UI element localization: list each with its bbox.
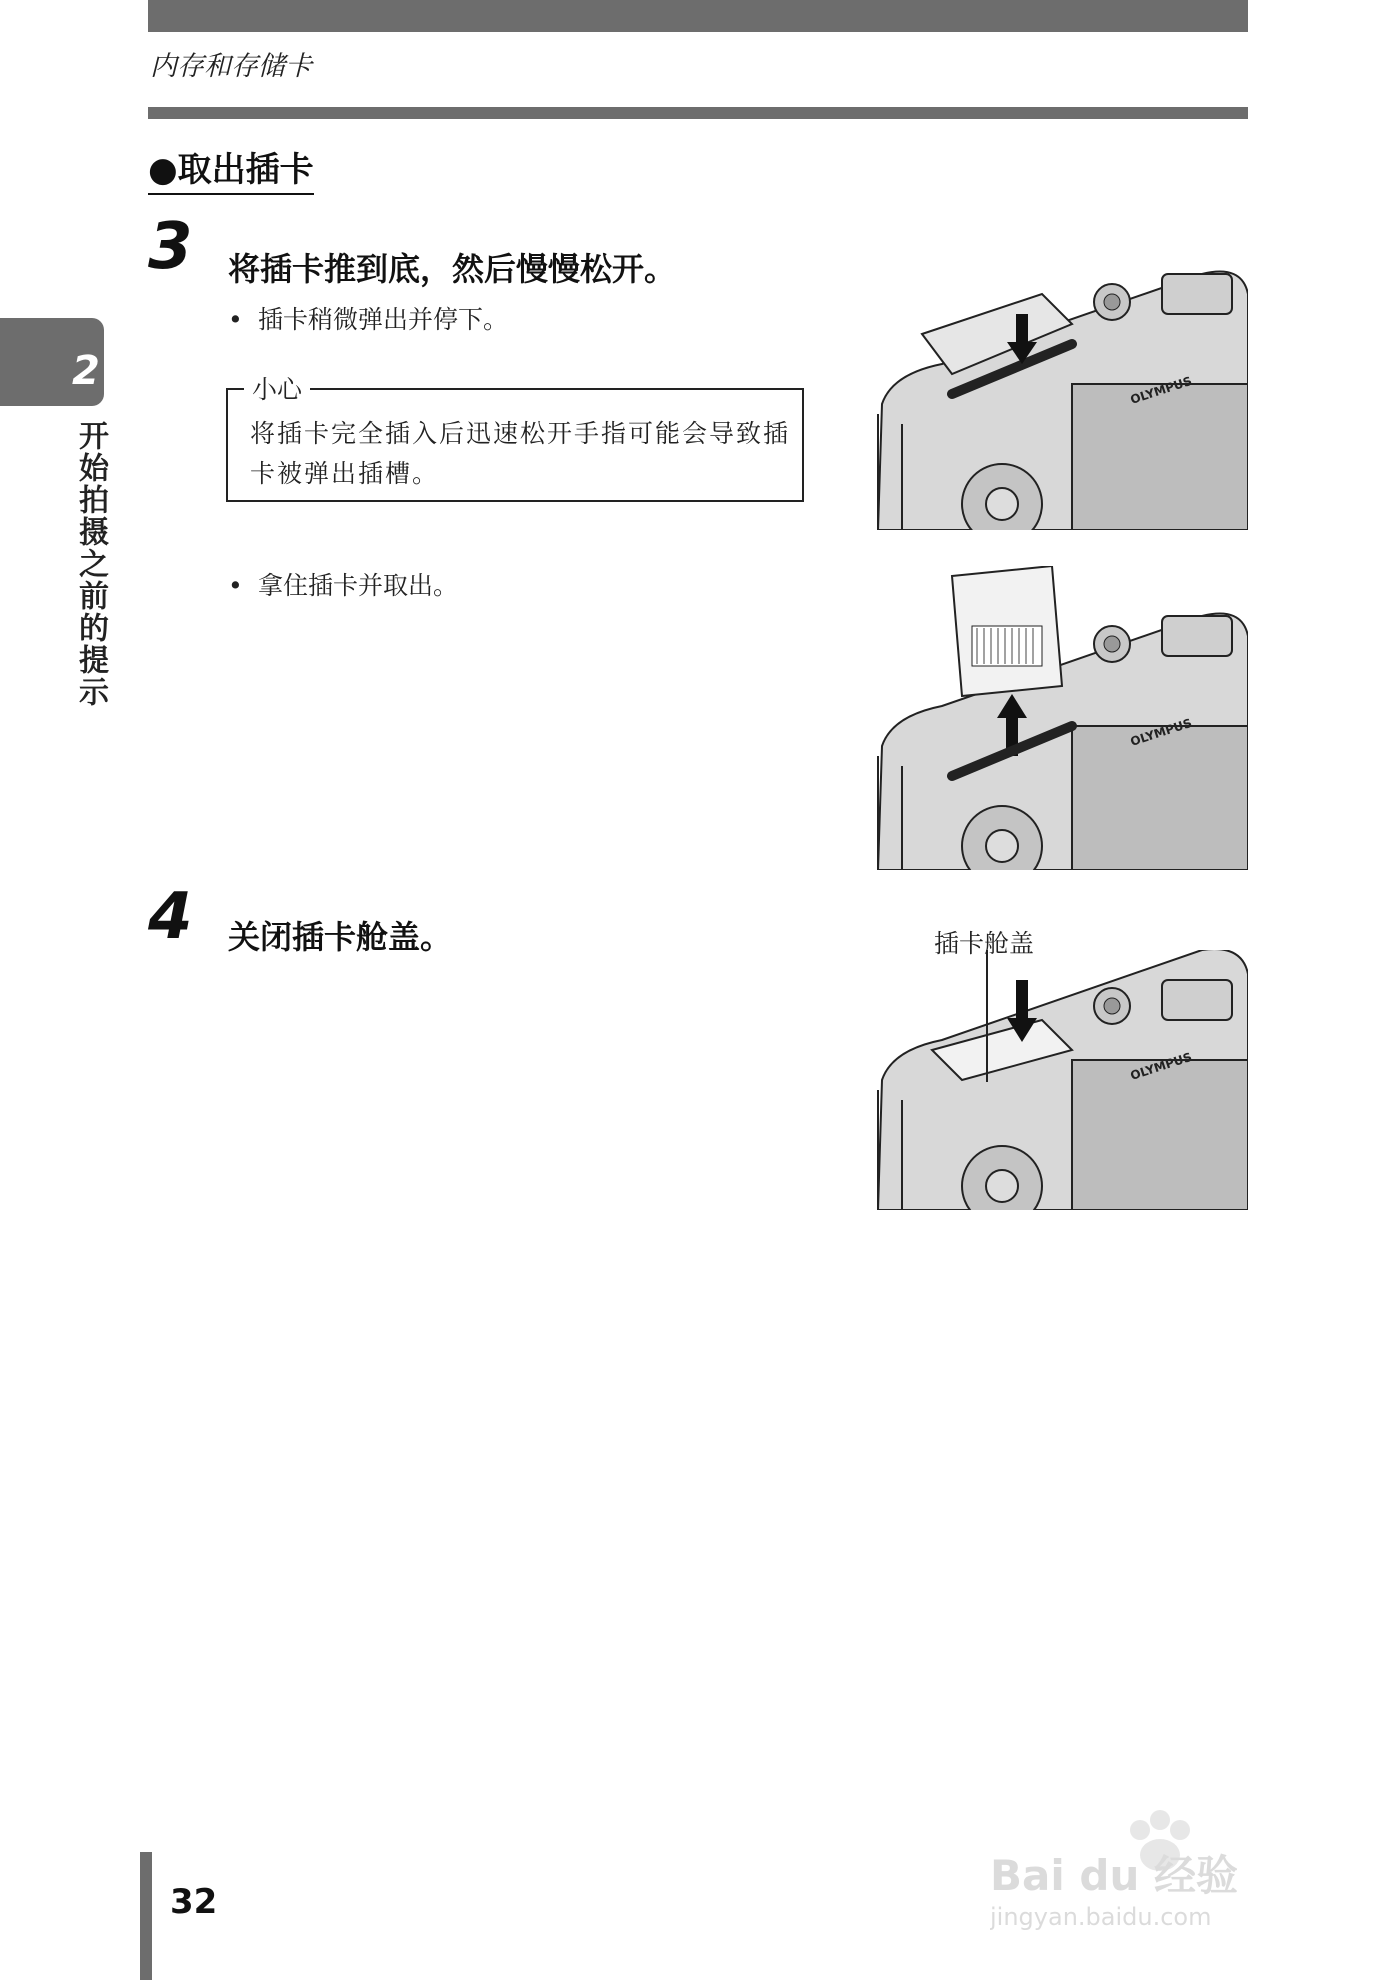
camera-cover-close-illustration bbox=[872, 950, 1248, 1210]
header-bar bbox=[148, 0, 1248, 32]
section-title: ●取出插卡 bbox=[148, 142, 314, 195]
caution-text: 将插卡完全插入后迅速松开手指可能会导致插卡被弹出插槽。 bbox=[250, 419, 791, 488]
camera-card-remove-illustration bbox=[872, 566, 1248, 870]
chapter-number: 2 bbox=[72, 348, 100, 394]
chapter-label: 开始拍摄之前的提示 bbox=[73, 420, 108, 708]
brand-label: OLYMPUS bbox=[1128, 1049, 1194, 1083]
step-text: 将插卡推到底，然后慢慢松开。 bbox=[228, 250, 677, 288]
bullet-item bbox=[228, 566, 458, 602]
baidu-watermark bbox=[990, 1780, 1330, 1930]
bullet-item bbox=[228, 300, 508, 336]
watermark-url: jingyan.baidu.com bbox=[990, 1903, 1212, 1930]
page-number: 32 bbox=[170, 1882, 218, 1922]
bullet-text: 插卡稍微弹出并停下。 bbox=[258, 305, 509, 334]
step-number: 4 bbox=[148, 880, 193, 954]
bullet-text: 拿住插卡并取出。 bbox=[258, 571, 459, 600]
caution-title: 小心 bbox=[244, 370, 310, 406]
bullet-dot: • bbox=[228, 305, 243, 334]
camera-card-push-illustration bbox=[872, 264, 1248, 530]
brand-label: OLYMPUS bbox=[1128, 715, 1194, 749]
step-number: 3 bbox=[148, 210, 193, 284]
page-number-bar bbox=[140, 1852, 152, 1980]
watermark-logo: Bai du 经验 bbox=[990, 1851, 1238, 1900]
running-head: 内存和存储卡 bbox=[150, 51, 312, 82]
brand-label: OLYMPUS bbox=[1128, 373, 1194, 407]
header-rule bbox=[148, 107, 1248, 119]
bullet-dot: • bbox=[228, 571, 243, 600]
callout-label: 插卡舱盖 bbox=[934, 929, 1035, 958]
step-text: 关闭插卡舱盖。 bbox=[228, 918, 453, 956]
